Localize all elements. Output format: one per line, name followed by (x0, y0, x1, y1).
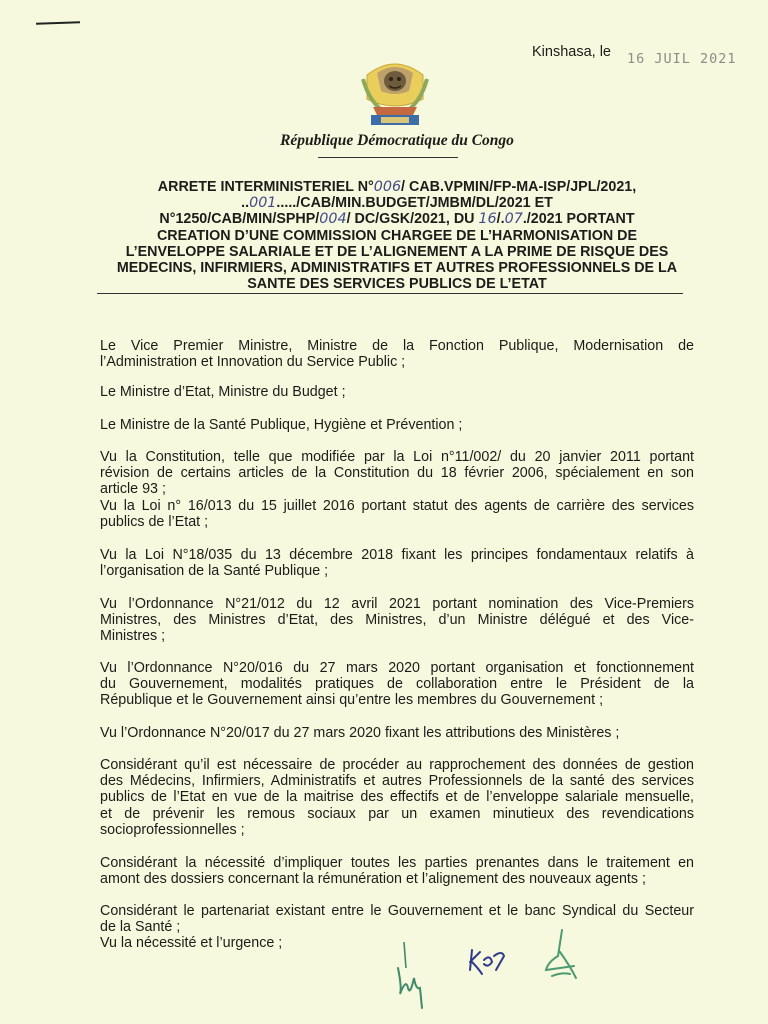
paragraph-line: Le Ministre d’Etat, Ministre du Budget ; (100, 384, 346, 400)
title-text: ARRETE INTERMINISTERIEL N° (157, 179, 374, 195)
paragraph-line: révision de certains articles de la Constitution du 18 février 2006, spécialement en son (100, 465, 694, 482)
paragraph-line: Vu la Constitution, telle que modifiée par la Loi n°11/002/ du 20 janvier 2011 portant (100, 449, 694, 465)
paragraph-line: Le Ministre de la Santé Publique, Hygiène et Prévention ; (100, 417, 463, 433)
paragraph-line: Considérant le partenariat existant entre le Gouvernement et le banc Syndical du Secteur (100, 903, 694, 919)
title-text: .. (241, 195, 250, 212)
title-underline (97, 293, 683, 294)
citation-constitution (100, 449, 694, 498)
coat-of-arms-emblem (359, 55, 431, 129)
handwritten-day: 16 (478, 211, 497, 228)
paragraph-line: publics de l’Etat ; (100, 514, 209, 531)
paragraph-line: du Gouvernement, modalités pratiques de collaboration entre le Président de la (100, 676, 694, 693)
title-text: /. (496, 211, 505, 228)
title-line: SANTE DES SERVICES PUBLICS DE L’ETAT (247, 276, 547, 293)
preamble-health (100, 417, 694, 433)
title-line: L’ENVELOPPE SALARIALE ET DE L’ALIGNEMENT A LA PRIME DE RISQUE DES (125, 243, 669, 260)
margin-pen-mark (36, 21, 80, 25)
citation-ordonnance-20-017 (100, 725, 694, 741)
handwritten-number: 004 (319, 211, 347, 228)
title-line (100, 211, 694, 227)
paragraph-line: Considérant la nécessité d’impliquer toutes les parties prenantes dans le traitement en (100, 855, 694, 871)
initials-signature-3 (540, 926, 584, 986)
paragraph-line: amont des dossiers concernant la rémunération et l’alignement des nouveaux agents ; (100, 871, 646, 888)
paragraph-line: de la Santé ; (100, 919, 181, 936)
paragraph-line: socioprofessionnelles ; (100, 821, 245, 838)
title-line: MEDECINS, INFIRMIERS, ADMINISTRATIFS ET AUTRES PROFESSIONNELS DE LA (116, 260, 678, 277)
paragraph-line: publics de l’Etat en vue de la maitrise des effectifs et de l’enveloppe salariale mensuelle, (100, 789, 694, 806)
citation-ordonnance-21-012 (100, 596, 694, 645)
considerant-partenariat (100, 903, 694, 935)
republic-heading: République Démocratique du Congo (280, 132, 514, 149)
paragraph-line: Le Vice Premier Ministre, Ministre de la Fonction Publique, Modernisation de (100, 338, 694, 354)
preamble-budget (100, 384, 694, 400)
initials-signature-1 (392, 938, 432, 1018)
considerant-parties-prenantes (100, 855, 694, 887)
title-text: ./2021 PORTANT (522, 211, 635, 228)
citation-ordonnance-20-016 (100, 660, 694, 709)
paragraph-line: Ministres ; (100, 628, 166, 645)
citation-loi-18-035 (100, 547, 694, 579)
paragraph-line: Considérant qu’il est nécessaire de procéder au rapprochement des données de gestion (100, 757, 694, 773)
paragraph-line: et de prévenir les remous sociaux par un examen minutieux des revendications (100, 805, 694, 822)
paragraph-line: Ministres, des Ministres d’Etat, des Ministres, d’un Ministre délégué et des Vice- (100, 612, 694, 629)
paragraph-line: République et le Gouvernement ainsi qu’entre les membres du Gouvernement ; (100, 692, 604, 709)
paragraph-line: l’organisation de la Santé Publique ; (100, 563, 329, 580)
heading-underline (318, 157, 458, 158)
preamble-vice-premier (100, 338, 694, 370)
title-text: N°1250/CAB/MIN/SPHP/ (159, 211, 320, 228)
paragraph-line: Vu la Loi N°18/035 du 13 décembre 2018 fixant les principes fondamentaux relatifs à (100, 547, 694, 563)
title-text: ...../CAB/MIN.BUDGET/JMBM/DL/2021 ET (276, 195, 553, 212)
handwritten-number: 006 (373, 179, 402, 195)
paragraph-line: article 93 ; (100, 481, 166, 498)
paragraph-line: Vu l’Ordonnance N°20/016 du 27 mars 2020 portant organisation et fonctionnement (100, 660, 694, 676)
paragraph-line: l’Administration et Innovation du Service Public ; (100, 354, 406, 371)
title-text: / CAB.VPMIN/FP-MA-ISP/JPL/2021, (401, 179, 637, 195)
considerant-rapprochement (100, 757, 694, 838)
place-date: Kinshasa, le (532, 44, 611, 60)
decree-title (100, 179, 694, 292)
date-stamp: 16 JUIL 2021 (627, 51, 737, 67)
paragraph-line: des Médecins, Infirmiers, Administratifs et autres Professionnels de la santé des services (100, 773, 694, 790)
paragraph-line: Vu l’Ordonnance N°20/017 du 27 mars 2020 fixant les attributions des Ministères ; (100, 725, 620, 741)
handwritten-month: 07 (504, 211, 523, 228)
title-line (100, 195, 694, 211)
paragraph-line: Vu l’Ordonnance N°21/012 du 12 avril 2021 portant nomination des Vice-Premiers (100, 596, 694, 612)
title-line (100, 179, 694, 195)
citation-loi-16-013 (100, 498, 694, 530)
initials-signature-2 (466, 940, 514, 980)
title-text: / DC/GSK/2021, DU (346, 211, 479, 228)
paragraph-line: Vu la nécessité et l’urgence ; (100, 935, 283, 951)
handwritten-number: 001 (249, 195, 277, 212)
paragraph-line: Vu la Loi n° 16/013 du 15 juillet 2016 portant statut des agents de carrière des services (100, 498, 694, 514)
title-line: CREATION D’UNE COMMISSION CHARGEE DE L’HARMONISATION DE (156, 227, 638, 244)
